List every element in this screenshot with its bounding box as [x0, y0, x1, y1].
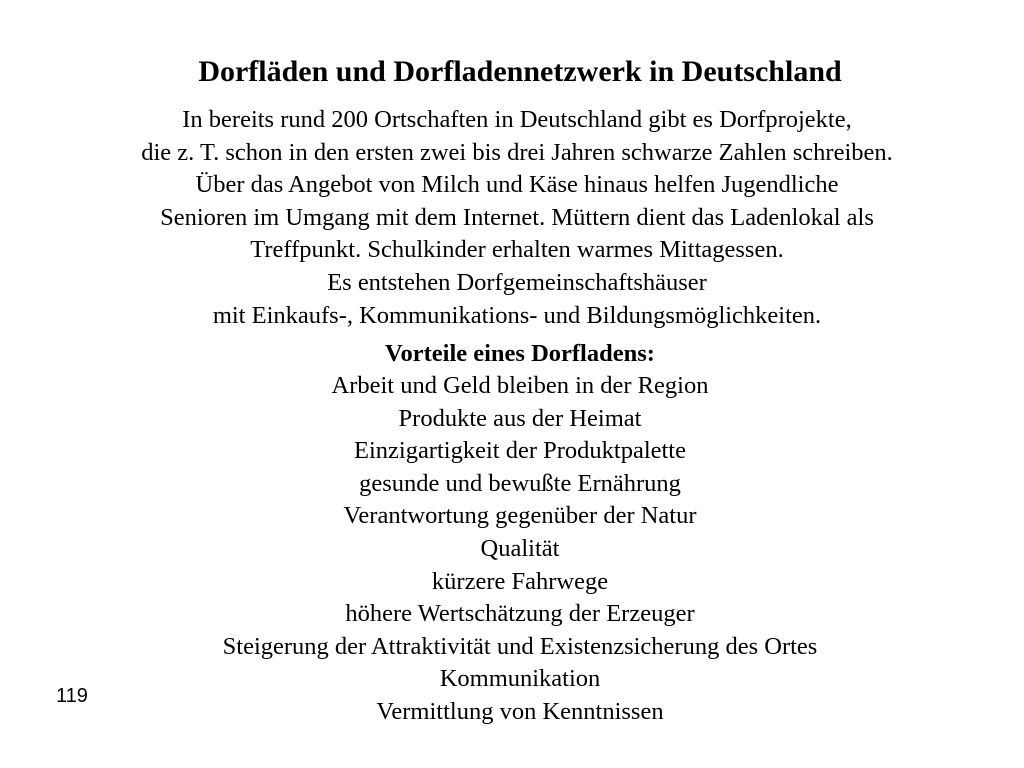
benefits-heading: Vorteile eines Dorfladens: [385, 340, 655, 367]
benefit-item: Steigerung der Attraktivität und Existenzsicherung des Ortes [222, 632, 818, 660]
benefit-item: Verantwortung gegenüber der Natur [343, 502, 697, 530]
benefit-item: Einzigartigkeit der Produktpalette [353, 437, 686, 465]
intro-paragraph [0, 104, 1024, 332]
benefit-item: Produkte aus der Heimat [398, 404, 642, 432]
benefit-item: Arbeit und Geld bleiben in der Region [331, 372, 709, 399]
intro-line: Über das Angebot von Milch und Käse hinaus helfen Jugendliche [195, 171, 839, 199]
benefit-item: Vermittlung von Kenntnissen [376, 697, 664, 725]
intro-line: mit Einkaufs-, Kommunikations- und Bildungsmöglichkeiten. [212, 301, 822, 329]
benefit-item: höhere Wertschätzung der Erzeuger [345, 600, 695, 628]
intro-line: In bereits rund 200 Ortschaften in Deutschland gibt es Dorfprojekte, [182, 106, 852, 133]
page-number: 119 [56, 685, 88, 707]
benefit-item: gesunde und bewußte Ernährung [359, 469, 681, 497]
benefit-item: Kommunikation [439, 665, 601, 693]
intro-line: die z. T. schon in den ersten zwei bis drei Jahren schwarze Zahlen schreiben. [141, 138, 893, 166]
intro-line: Es entstehen Dorfgemeinschaftshäuser [327, 268, 707, 296]
slide-title: Dorfläden und Dorfladennetzwerk in Deutschland [198, 55, 842, 88]
intro-line: Senioren im Umgang mit dem Internet. Müttern dient das Ladenlokal als [160, 203, 874, 231]
intro-line: Treffpunkt. Schulkinder erhalten warmes Mittagessen. [250, 236, 784, 264]
benefit-item: Qualität [480, 534, 560, 562]
benefit-item: kürzere Fahrwege [431, 567, 609, 595]
benefits-list [0, 370, 1024, 729]
